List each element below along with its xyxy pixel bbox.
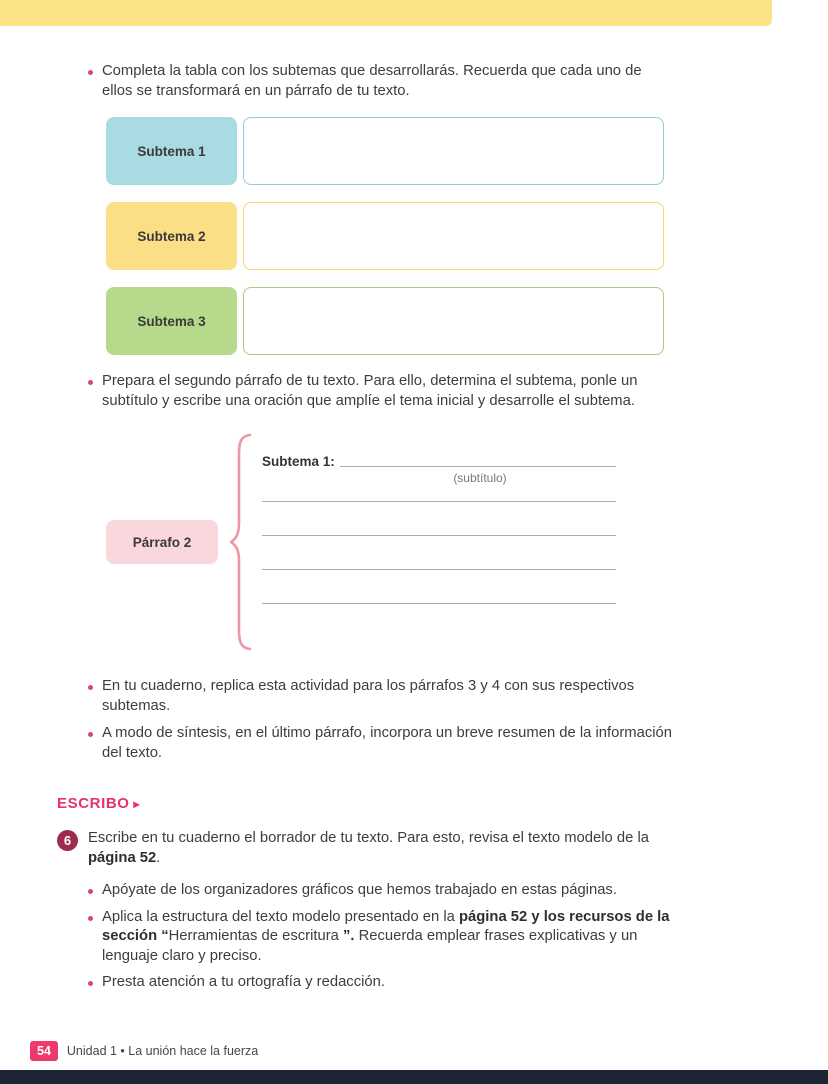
write-line <box>340 466 616 467</box>
bullet-dot-icon <box>88 732 93 737</box>
parrafo-2-diagram <box>106 433 773 651</box>
page-content <box>57 62 773 1000</box>
page-footer <box>30 1041 258 1061</box>
page-number-badge: 54 <box>30 1041 58 1061</box>
write-line <box>262 569 616 570</box>
write-lines-column <box>262 433 616 651</box>
subtema-2-answer-box <box>243 202 664 270</box>
escribo-section-heading <box>57 795 773 812</box>
curly-brace-icon <box>230 433 252 651</box>
subtema-1-answer-box <box>243 117 664 185</box>
bullet-dot-icon <box>88 380 93 385</box>
subtema-1-label: Subtema 1 <box>106 117 237 185</box>
subtema-field <box>262 449 616 469</box>
aplica-bullet-item <box>88 908 773 967</box>
task-number-badge: 6 <box>57 830 78 851</box>
subtema-table <box>106 117 773 355</box>
apoyate-bullet-text: Apóyate de los organizadores gráficos que hemos trabajado en estas páginas. <box>102 882 617 898</box>
subtema-field-label: Subtema 1: <box>262 454 335 469</box>
table-row <box>106 202 773 270</box>
bullet-dot-icon <box>88 70 93 75</box>
write-line <box>262 535 616 536</box>
table-row <box>106 117 773 185</box>
heading-arrow-icon: ▸ <box>133 797 141 811</box>
task-6-item <box>57 829 773 868</box>
bullet-dot-icon <box>88 981 93 986</box>
write-line <box>262 501 616 502</box>
aplica-bullet-text: Aplica la estructura del texto modelo presentado en la página 52 y los recursos de la sección “Herramientas de escritura ”. Recuerda emplear frases explicativas y un lenguaje claro y preciso. <box>102 908 670 964</box>
bullet-dot-icon <box>88 916 93 921</box>
task-6-sub-bullets <box>88 881 773 993</box>
subtema-3-label: Subtema 3 <box>106 287 237 355</box>
replica-bullet-item <box>88 677 773 716</box>
top-yellow-bar <box>0 0 772 26</box>
sintesis-bullet-text: A modo de síntesis, en el último párrafo, incorpora un breve resumen de la información del texto. <box>102 725 672 761</box>
bullet-dot-icon <box>88 685 93 690</box>
intro-bullet-text: Completa la tabla con los subtemas que desarrollarás. Recuerda que cada uno de ellos se transformará en un párrafo de tu texto. <box>102 63 642 99</box>
escribo-heading-text: ESCRIBO <box>57 795 130 812</box>
write-line <box>262 603 616 604</box>
presta-bullet-text: Presta atención a tu ortografía y redacción. <box>102 974 385 990</box>
presta-bullet-item <box>88 973 773 993</box>
table-row <box>106 287 773 355</box>
bottom-navy-bar <box>0 1070 828 1084</box>
subtema-3-answer-box <box>243 287 664 355</box>
footer-unit-text: Unidad 1 • La unión hace la fuerza <box>66 1044 259 1058</box>
parrafo-2-label: Párrafo 2 <box>106 520 218 564</box>
task-6-text: Escribe en tu cuaderno el borrador de tu texto. Para esto, revisa el texto modelo de la página 52. <box>88 830 649 866</box>
prepara-bullet-text: Prepara el segundo párrafo de tu texto. Para ello, determina el subtema, ponle un subtítulo y escribe una oración que amplíe el tema inicial y desarrolle el subtema. <box>102 373 638 409</box>
prepara-bullet-item <box>88 372 773 411</box>
sintesis-bullet-item <box>88 724 773 763</box>
bold-pagina-52: página 52 <box>88 849 157 866</box>
bullet-dot-icon <box>88 889 93 894</box>
subtitulo-hint-row <box>262 471 616 485</box>
subtema-2-label: Subtema 2 <box>106 202 237 270</box>
intro-bullet-item <box>88 62 773 101</box>
apoyate-bullet-item <box>88 881 773 901</box>
subtitulo-hint: (subtítulo) <box>453 471 507 485</box>
replica-bullet-text: En tu cuaderno, replica esta actividad para los párrafos 3 y 4 con sus respectivos subtemas. <box>102 678 635 714</box>
